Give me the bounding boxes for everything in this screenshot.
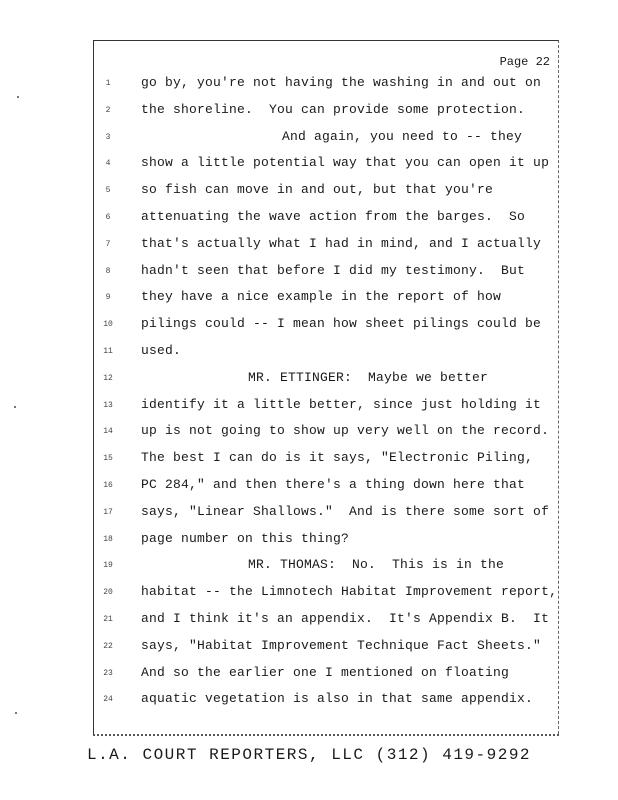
line-text: used.	[141, 343, 182, 358]
page-number: Page 22	[499, 55, 550, 69]
line-number: 16	[103, 481, 113, 490]
line-text: And again, you need to -- they	[282, 128, 523, 144]
transcript-line	[0, 316, 618, 336]
line-number: 14	[103, 427, 113, 437]
transcript-line	[0, 611, 618, 631]
court-reporter-footer: L.A. COURT REPORTERS, LLC (312) 419-9292	[86, 746, 532, 764]
transcript-line	[0, 102, 618, 122]
line-text: PC 284," and then there's a thing down here that	[141, 477, 526, 492]
transcript-line	[0, 236, 618, 256]
line-text: page number on this thing?	[141, 530, 350, 546]
line-number: 15	[103, 454, 113, 464]
line-number: 21	[103, 615, 113, 624]
transcript-line	[0, 423, 618, 443]
line-text: aquatic vegetation is also in that same appendix.	[141, 691, 534, 707]
transcript-line	[0, 343, 618, 363]
line-number: 8	[105, 266, 111, 276]
line-text: The best I can do is it says, "Electronic Piling,	[141, 450, 534, 466]
line-text: MR. THOMAS: No. This is in the	[248, 557, 505, 573]
line-text: says, "Habitat Improvement Technique Fact Sheets."	[141, 637, 542, 653]
transcript-line	[0, 504, 618, 524]
line-text: go by, you're not having the washing in and out on	[141, 75, 542, 90]
line-text: attenuating the wave action from the barges. So	[141, 209, 526, 224]
scan-speck	[15, 712, 17, 714]
transcript-line	[0, 209, 618, 229]
transcript-line	[0, 289, 618, 309]
transcript-line	[0, 691, 618, 711]
transcript-line	[0, 155, 618, 175]
line-number: 5	[105, 186, 111, 196]
scan-speck	[17, 96, 19, 98]
line-number: 24	[103, 695, 113, 705]
line-number: 18	[103, 534, 113, 544]
line-text: that's actually what I had in mind, and I actually	[141, 235, 542, 251]
line-text: the shoreline. You can provide some protection.	[141, 101, 526, 117]
transcript-line	[0, 182, 618, 202]
line-text: they have a nice example in the report of how	[141, 289, 502, 305]
transcript-line	[0, 665, 618, 685]
transcript-line	[0, 584, 618, 604]
transcript-line	[0, 557, 618, 577]
line-text: says, "Linear Shallows." And is there some sort of	[141, 503, 550, 519]
line-number: 11	[103, 347, 113, 356]
line-text: And so the earlier one I mentioned on floating	[141, 664, 510, 680]
transcript-line	[0, 477, 618, 497]
line-text: identify it a little better, since just holding it	[141, 396, 542, 412]
transcript-line	[0, 638, 618, 658]
line-number: 23	[103, 668, 113, 678]
line-text: so fish can move in and out, but that you're	[141, 182, 494, 198]
line-number: 3	[105, 132, 111, 142]
line-text: and I think it's an appendix. It's Appendix B. It	[141, 611, 550, 626]
transcript-line	[0, 75, 618, 95]
transcript-line	[0, 370, 618, 390]
line-number: 4	[105, 159, 111, 169]
line-text: habitat -- the Limnotech Habitat Improvement report,	[141, 584, 558, 600]
line-number: 7	[105, 239, 111, 249]
scan-speck	[14, 406, 16, 408]
line-number: 19	[103, 561, 113, 571]
transcript-line	[0, 129, 618, 149]
line-text: up is not going to show up very well on the record.	[141, 423, 550, 439]
line-number: 1	[105, 79, 111, 88]
page-bottom-rule	[93, 734, 559, 736]
line-number: 6	[105, 213, 111, 222]
transcript-line	[0, 531, 618, 551]
line-number: 9	[105, 293, 111, 303]
line-number: 2	[105, 105, 111, 115]
line-text: hadn't seen that before I did my testimony. But	[141, 262, 526, 278]
line-number: 17	[103, 507, 113, 517]
transcript-line	[0, 450, 618, 470]
line-text: MR. ETTINGER: Maybe we better	[248, 369, 489, 385]
line-number: 13	[103, 400, 113, 410]
line-number: 12	[103, 373, 113, 383]
line-text: show a little potential way that you can open it up	[141, 155, 550, 171]
line-number: 10	[103, 320, 113, 330]
line-number: 20	[103, 588, 113, 598]
line-text: pilings could -- I mean how sheet pilings could be	[141, 316, 542, 332]
transcript-line	[0, 397, 618, 417]
transcript-line	[0, 263, 618, 283]
line-number: 22	[103, 641, 113, 651]
